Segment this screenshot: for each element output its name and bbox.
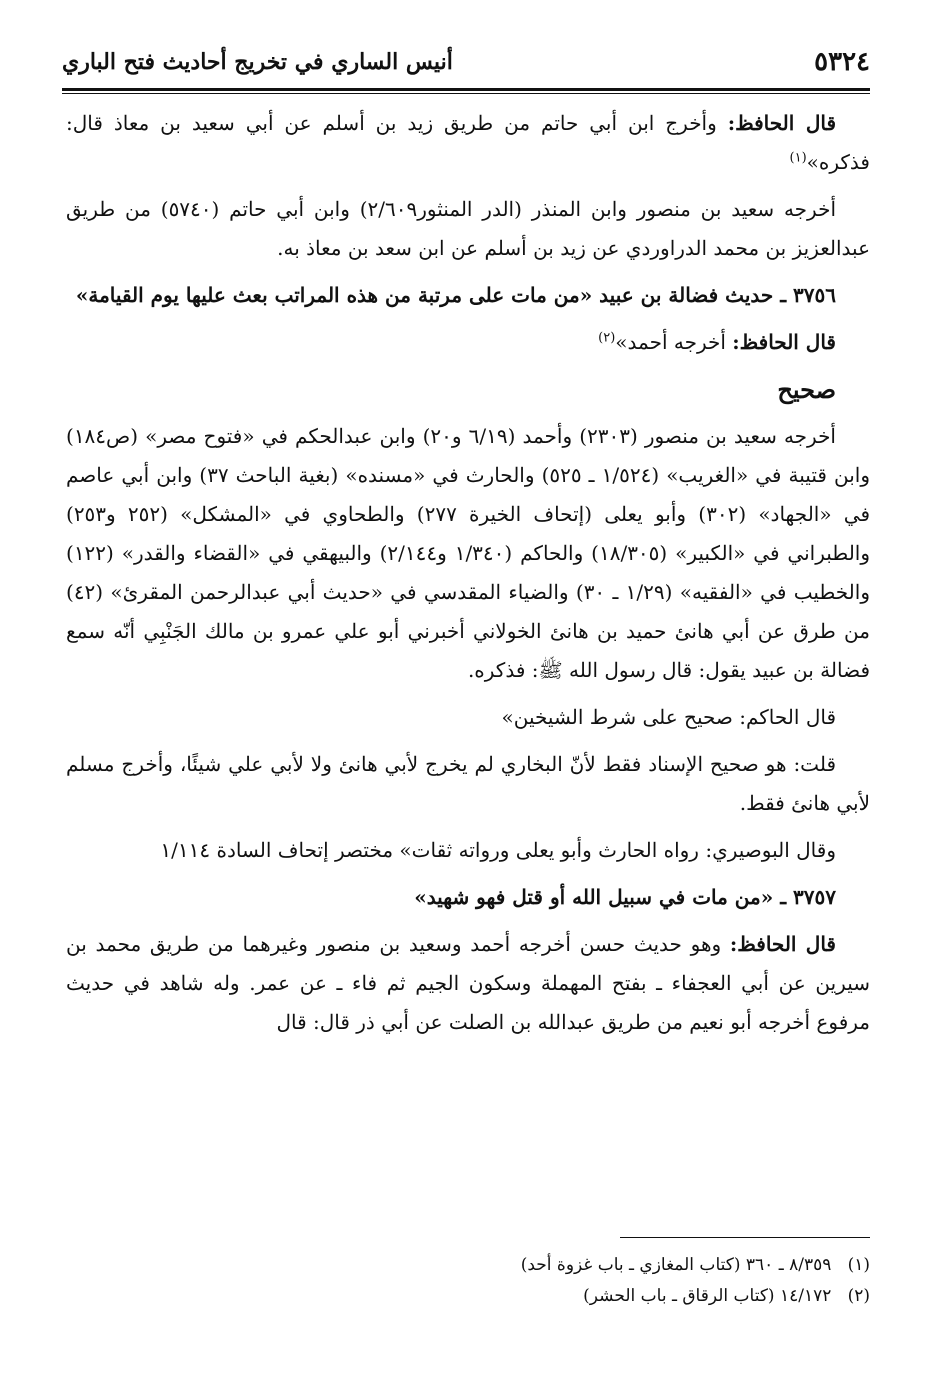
footnote-ref-1: (١) [789, 150, 807, 166]
footnote-number: (١) [847, 1255, 870, 1275]
running-header [62, 38, 870, 86]
hafiz-label: قال الحافظ: [727, 111, 836, 135]
paragraph-text: وهو حديث حسن أخرجه أحمد وسعيد بن منصور وغيرهما من طريق محمد بن سيرين عن أبي العجفاء ـ بفتح المهملة وسكون الجيم ثم فاء ـ عن عمر. وله شاهد في حديث مرفوع أخرجه أبو نعيم من طريق عبدالله بن الصلت عن أبي ذر قال: قال [66, 932, 870, 1034]
paragraph-hafiz-1 [66, 104, 870, 182]
book-title: أنيس الساري في تخريج أحاديث فتح الباري [62, 49, 453, 75]
hafiz-label: قال الحافظ: [732, 330, 836, 354]
main-text [66, 104, 870, 1050]
footnote-text: ١٤/١٧٢ (كتاب الرقاق ـ باب الحشر) [583, 1286, 832, 1306]
paragraph-hafiz-3 [66, 925, 870, 1042]
paragraph-text: وأخرج ابن أبي حاتم من طريق زيد بن أسلم عن أبي سعيد بن معاذ قال: فذكره» [66, 111, 870, 174]
paragraph-hakim: قال الحاكم: صحيح على شرط الشيخين» [501, 705, 836, 729]
grade-heading: صحيح [777, 375, 836, 404]
footnote-1 [66, 1250, 870, 1281]
hadith-heading-3757: ٣٧٥٧ ـ «من مات في سبيل الله أو قتل فهو شهيد» [414, 885, 836, 909]
header-rule [62, 88, 870, 91]
hafiz-label: قال الحافظ: [729, 932, 836, 956]
hadith-heading-3756 [66, 276, 870, 315]
page-number: ٥٣٢٤ [814, 47, 870, 77]
footnote-number: (٢) [847, 1286, 870, 1306]
header-rule-thin [62, 93, 870, 94]
hadith-number: ٣٧٥٦ ـ حديث فضالة بن عبيد [592, 283, 836, 307]
paragraph-busiri: وقال البوصيري: رواه الحارث وأبو يعلى ورواته ثقات» مختصر إتحاف السادة ١/١١٤ [160, 838, 836, 862]
footnotes [66, 1250, 870, 1312]
paragraph-hafiz-2 [66, 323, 870, 362]
footnote-2 [66, 1281, 870, 1312]
hadith-text: «من مات على مرتبة من هذه المراتب بعث عليها يوم القيامة» [75, 283, 593, 307]
paragraph-takhrij-2: أخرجه سعيد بن منصور (٢٣٠٣) وأحمد (٦/١٩ و٢٠) وابن عبدالحكم في «فتوح مصر» (ص١٨٤) وابن قتيبة في «الغريب» (١/٥٢٤ ـ ٥٢٥) والحارث في «مسنده» (بغية الباحث ٣٧) وابن أبي عاصم في «الجهاد» (٣٠٢) وأبو يعلى (إتحاف الخيرة ٢٧٧) والطحاوي في «المشكل» (٢٥٢ و٢٥٣) والطبراني في «الكبير» (١٨/٣٠٥) والحاكم (١/٣٤٠ و٢/١٤٤) والبيهقي في «القضاء والقدر» (١٢٢) والخطيب في «الفقيه» (١/٢٩ ـ ٣٠) والضياء المقدسي في «حديث أبي عبدالرحمن المقرئ» (٤٢) من طرق عن أبي هانئ حميد بن هانئ الخولاني أخبرني أبو علي عمرو بن مالك الجَنْبِي أنّه سمع فضالة بن عبيد يقول: قال رسول الله ﷺ: فذكره. [66, 424, 871, 682]
footnote-separator [620, 1237, 870, 1238]
paragraph-text: أخرجه أحمد» [615, 330, 733, 354]
footnote-text: ٨/٣٥٩ ـ ٣٦٠ (كتاب المغازي ـ باب غزوة أحد) [520, 1255, 832, 1275]
paragraph-qultu: قلت: هو صحيح الإسناد فقط لأنّ البخاري لم يخرج لأبي هانئ ولا لأبي علي شيئًا، وأخرج مسلم لأبي هانئ فقط. [66, 752, 870, 815]
paragraph-takhrij-1: أخرجه سعيد بن منصور وابن المنذر (الدر المنثور٢/٦٠٩) وابن أبي حاتم (٥٧٤٠) من طريق عبدالعزيز بن محمد الدراوردي عن زيد بن أسلم عن ابن سعد بن معاذ به. [66, 197, 870, 260]
footnote-ref-2: (٢) [598, 330, 616, 346]
